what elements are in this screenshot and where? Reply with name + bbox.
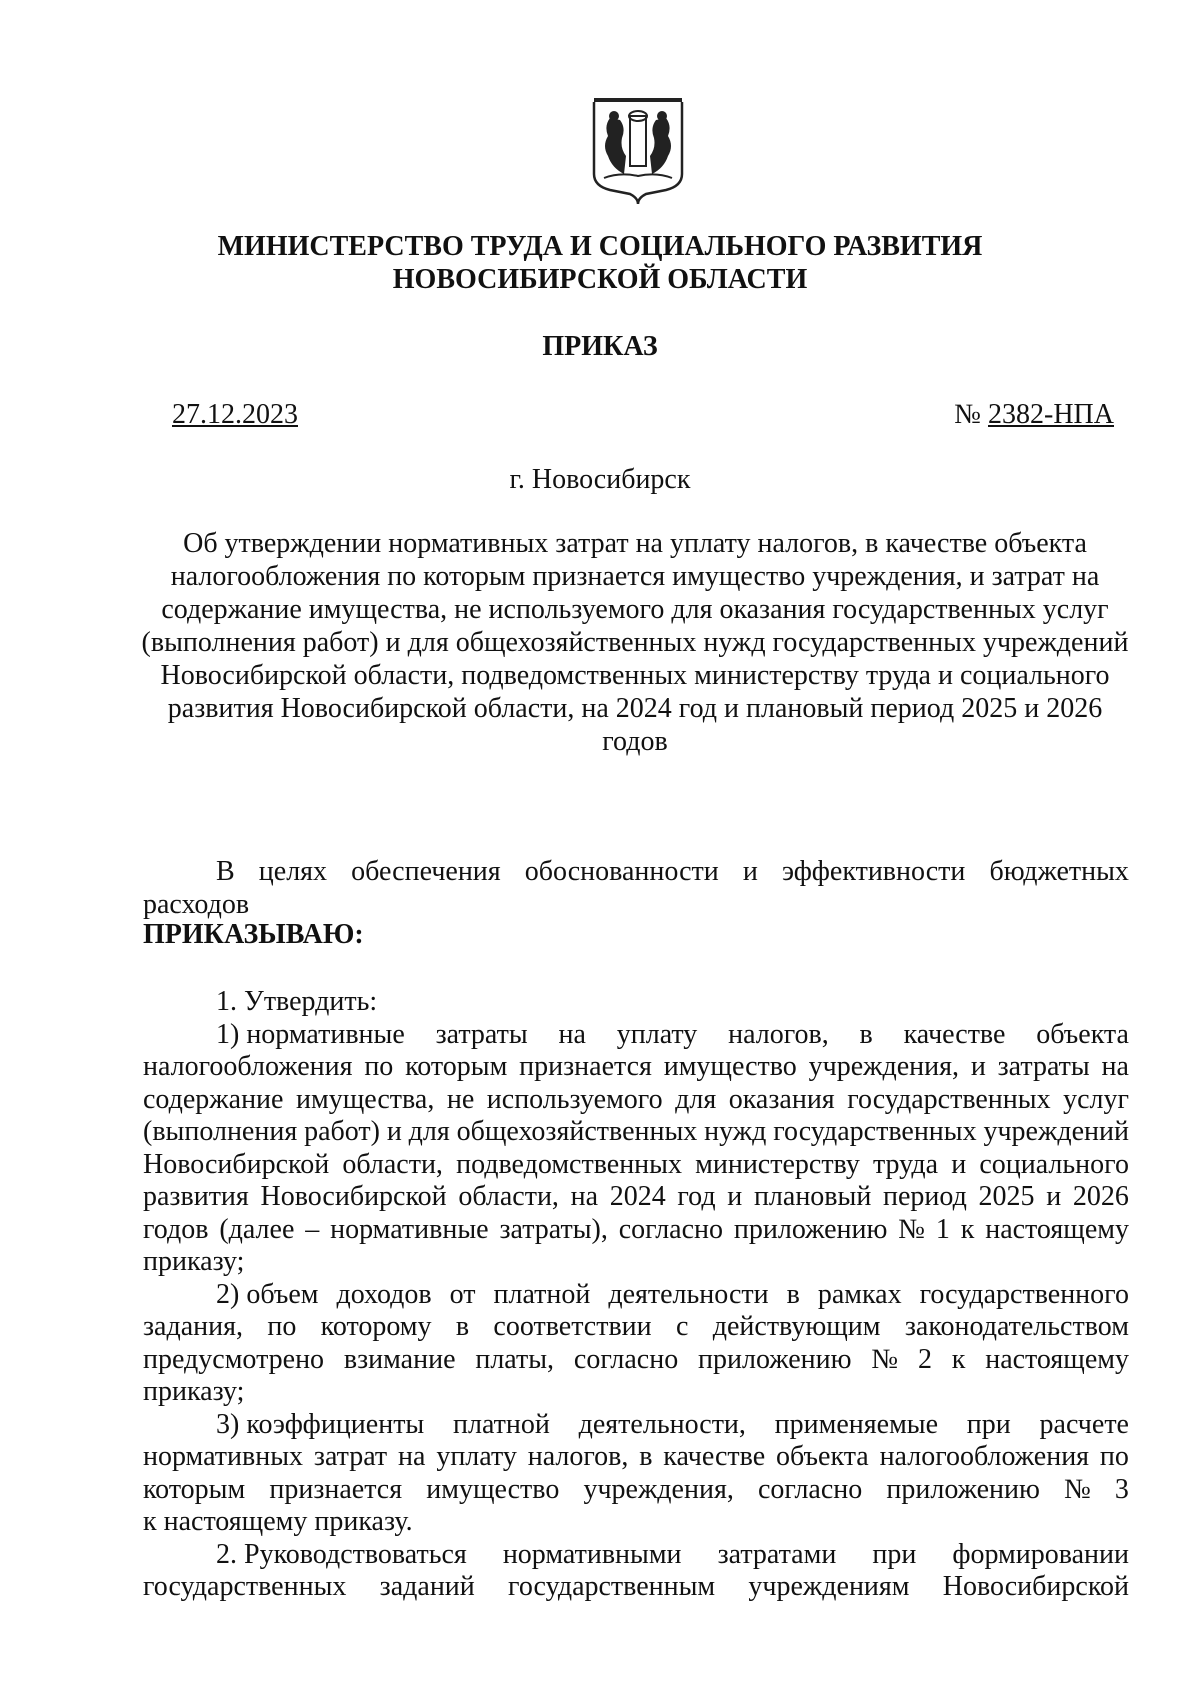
- word: которым: [143, 1473, 246, 1505]
- word: Новосибирской: [260, 1181, 447, 1212]
- word: области,: [458, 1181, 559, 1212]
- word: эффективности: [781, 856, 966, 887]
- word: на: [558, 1018, 586, 1050]
- word: затратами: [717, 1538, 837, 1570]
- word: налогообложения: [143, 1051, 353, 1082]
- word: приложению: [733, 1213, 888, 1245]
- word: В: [216, 856, 235, 887]
- word: на: [1101, 1051, 1129, 1082]
- word: 1: [935, 1213, 950, 1245]
- word: задания,: [143, 1311, 244, 1342]
- word: 1) нормативные: [216, 1018, 405, 1050]
- word: учреждения,: [583, 1473, 734, 1505]
- word: 2026: [1072, 1181, 1129, 1212]
- word: признается: [269, 1473, 403, 1505]
- word: государственных: [847, 1083, 1051, 1115]
- word: затраты),: [499, 1213, 608, 1245]
- word: и: [386, 1116, 402, 1147]
- word: нормативных: [143, 1441, 304, 1472]
- word: формировании: [952, 1538, 1129, 1570]
- item-3-line-2: [143, 1441, 1129, 1474]
- coat-of-arms-emblem: [590, 96, 686, 206]
- preamble-line-2: расходов: [143, 888, 250, 920]
- word: деятельности,: [578, 1408, 746, 1440]
- paragraph-2-line-1: [143, 1539, 1129, 1572]
- word: работ): [304, 1116, 380, 1147]
- item-1-line: [143, 1116, 1129, 1149]
- ministry-name-line-1: МИНИСТЕРСТВО ТРУДА И СОЦИАЛЬНОГО РАЗВИТИЯ: [217, 231, 983, 262]
- word: в: [786, 1278, 800, 1310]
- word: согласно: [757, 1473, 863, 1505]
- word: взимание: [343, 1343, 456, 1375]
- word: к: [960, 1213, 975, 1245]
- word: 2: [917, 1343, 932, 1375]
- word: имущество: [426, 1473, 560, 1505]
- word: действующим: [712, 1311, 881, 1342]
- word: признается: [519, 1051, 652, 1082]
- word: законодательством: [904, 1311, 1129, 1342]
- word: оказания: [728, 1083, 835, 1115]
- word: и: [727, 1181, 743, 1212]
- word: нормативные: [330, 1213, 489, 1245]
- item-1-line: [143, 1084, 1129, 1117]
- word: платы,: [475, 1343, 555, 1375]
- word: настоящему: [985, 1213, 1129, 1245]
- word: объекта: [776, 1441, 869, 1472]
- item-2-last-line: приказу;: [143, 1376, 245, 1407]
- title-line: годов: [602, 726, 668, 757]
- preamble: [143, 856, 1129, 921]
- item-2-line-3: [143, 1344, 1129, 1377]
- word: государственных: [143, 1571, 347, 1602]
- word: плановый: [753, 1181, 872, 1212]
- word: расчете: [1039, 1408, 1129, 1440]
- order-heading: ПРИКАЗЫВАЮ:: [143, 919, 364, 950]
- item-1-line: [143, 1214, 1129, 1247]
- word: государственных: [773, 1116, 977, 1147]
- word: по: [1099, 1441, 1129, 1472]
- title-line: Новосибирской области, подведомственных министерству труда и социального: [160, 660, 1110, 691]
- word: 2024: [609, 1181, 666, 1212]
- item-1-line: [143, 1149, 1129, 1182]
- word: приложению: [698, 1343, 852, 1375]
- word: затраты: [435, 1018, 528, 1050]
- word: государственным: [508, 1571, 716, 1602]
- word: настоящему: [985, 1343, 1129, 1375]
- word: уплату: [436, 1441, 517, 1472]
- word: год: [677, 1181, 716, 1212]
- item-1-line-1: [143, 1019, 1129, 1052]
- word: объекта: [1036, 1018, 1129, 1050]
- word: в: [455, 1311, 470, 1342]
- city-name: г. Новосибирск: [509, 464, 691, 495]
- word: годов: [143, 1213, 209, 1245]
- document-date: 27.12.2023: [172, 399, 298, 430]
- ministry-name: [0, 230, 1200, 296]
- word: министерству: [695, 1148, 860, 1180]
- word: №: [1064, 1473, 1091, 1505]
- number-value: 2382-НПА: [988, 399, 1114, 430]
- ministry-name-line-2: НОВОСИБИРСКОЙ ОБЛАСТИ: [392, 264, 808, 295]
- item-3-line-1: [143, 1409, 1129, 1442]
- word: и: [742, 856, 758, 887]
- word: приложению: [886, 1473, 1040, 1505]
- word: не: [446, 1083, 475, 1115]
- title-line: (выполнения работ) и для общехозяйственных нужд государственных учреждений: [141, 627, 1129, 658]
- word: государственного: [919, 1278, 1129, 1310]
- word: имущество: [663, 1051, 797, 1082]
- word: платной: [453, 1408, 550, 1440]
- word: согласно: [573, 1343, 679, 1375]
- word: –: [305, 1213, 320, 1245]
- word: в: [639, 1441, 653, 1472]
- word: нужд: [704, 1116, 767, 1147]
- item-1-line: [143, 1181, 1129, 1214]
- word: 3) коэффициенты: [216, 1408, 425, 1440]
- word: для: [675, 1083, 717, 1115]
- word: области,: [342, 1148, 443, 1180]
- item-2-line-1: [143, 1279, 1129, 1312]
- word: труда: [872, 1148, 939, 1180]
- word: и: [970, 1051, 986, 1082]
- paragraph-1: 1. Утвердить:: [216, 986, 378, 1017]
- word: при: [966, 1408, 1011, 1440]
- word: деятельности: [608, 1278, 769, 1310]
- word: затраты: [997, 1051, 1090, 1082]
- word: используемого: [486, 1083, 663, 1115]
- title-line: Об утверждении нормативных затрат на уплату налогов, в качестве объекта: [183, 528, 1087, 559]
- document-title: [140, 527, 1130, 758]
- word: которым: [405, 1051, 508, 1082]
- word: №: [871, 1343, 899, 1375]
- word: соответствии: [493, 1311, 652, 1342]
- word: рамках: [817, 1278, 902, 1310]
- word: имущества,: [295, 1083, 435, 1115]
- word: уплату: [616, 1018, 698, 1050]
- word: затрат: [313, 1441, 388, 1472]
- word: которому: [320, 1311, 432, 1342]
- paragraph-2-line-2: [143, 1571, 1129, 1604]
- word: и: [1046, 1181, 1062, 1212]
- word: №: [898, 1213, 926, 1245]
- preamble-line-1: [143, 856, 1129, 889]
- word: нормативными: [502, 1538, 682, 1570]
- title-line: содержание имущества, не используемого для оказания государственных услуг: [161, 594, 1109, 625]
- word: налогов,: [728, 1018, 829, 1050]
- title-line: развития Новосибирской области, на 2024 год и плановый период 2025 и 2026: [167, 693, 1103, 724]
- word: по: [267, 1311, 297, 1342]
- word: на: [398, 1441, 426, 1472]
- word: Новосибирской: [143, 1148, 330, 1180]
- word: 3: [1114, 1473, 1129, 1505]
- word: целях: [258, 856, 328, 887]
- word: (выполнения: [143, 1116, 298, 1147]
- order-body: [143, 986, 1129, 1604]
- word: учреждений: [983, 1116, 1129, 1147]
- word: социального: [979, 1148, 1129, 1180]
- word: применяемые: [774, 1408, 939, 1440]
- word: Новосибирской: [942, 1571, 1129, 1602]
- item-3-line-3: [143, 1474, 1129, 1507]
- word: с: [675, 1311, 689, 1342]
- word: учреждениям: [748, 1571, 910, 1602]
- word: 2. Руководствоваться: [216, 1538, 467, 1570]
- word: доходов: [336, 1278, 432, 1310]
- word: согласно: [618, 1213, 724, 1245]
- word: налогов,: [527, 1441, 629, 1472]
- item-3-last-line: к настоящему приказу.: [143, 1506, 413, 1537]
- word: в: [859, 1018, 873, 1050]
- word: предусмотрено: [143, 1343, 325, 1375]
- item-1-line: [143, 1051, 1129, 1084]
- item-1-last-line: приказу;: [143, 1246, 245, 1277]
- word: подведомственных: [456, 1148, 682, 1180]
- word: услуг: [1063, 1083, 1129, 1115]
- title-line: налогообложения по которым признается имущество учреждения, и затрат на: [170, 561, 1100, 592]
- word: качестве: [903, 1018, 1006, 1050]
- word: заданий: [379, 1571, 475, 1602]
- document-type: ПРИКАЗ: [542, 331, 658, 362]
- word: общехозяйственных: [456, 1116, 698, 1147]
- word: к: [951, 1343, 966, 1375]
- document-number: [954, 398, 1114, 431]
- word: от: [449, 1278, 476, 1310]
- word: обеспечения: [351, 856, 501, 887]
- item-2-line-2: [143, 1311, 1129, 1344]
- number-prefix: №: [954, 399, 988, 430]
- word: обоснованности: [524, 856, 719, 887]
- word: 2025: [978, 1181, 1035, 1212]
- word: период: [883, 1181, 967, 1212]
- word: налогообложения: [879, 1441, 1090, 1472]
- word: при: [872, 1538, 917, 1570]
- word: (далее: [219, 1213, 295, 1245]
- word: по: [364, 1051, 394, 1082]
- word: и: [951, 1148, 967, 1180]
- word: бюджетных: [989, 856, 1129, 887]
- word: качестве: [663, 1441, 766, 1472]
- word: учреждения,: [808, 1051, 960, 1082]
- word: 2) объем: [216, 1278, 319, 1310]
- word: на: [570, 1181, 599, 1212]
- word: для: [408, 1116, 450, 1147]
- word: развития: [143, 1181, 249, 1212]
- word: содержание: [143, 1083, 284, 1115]
- word: платной: [493, 1278, 591, 1310]
